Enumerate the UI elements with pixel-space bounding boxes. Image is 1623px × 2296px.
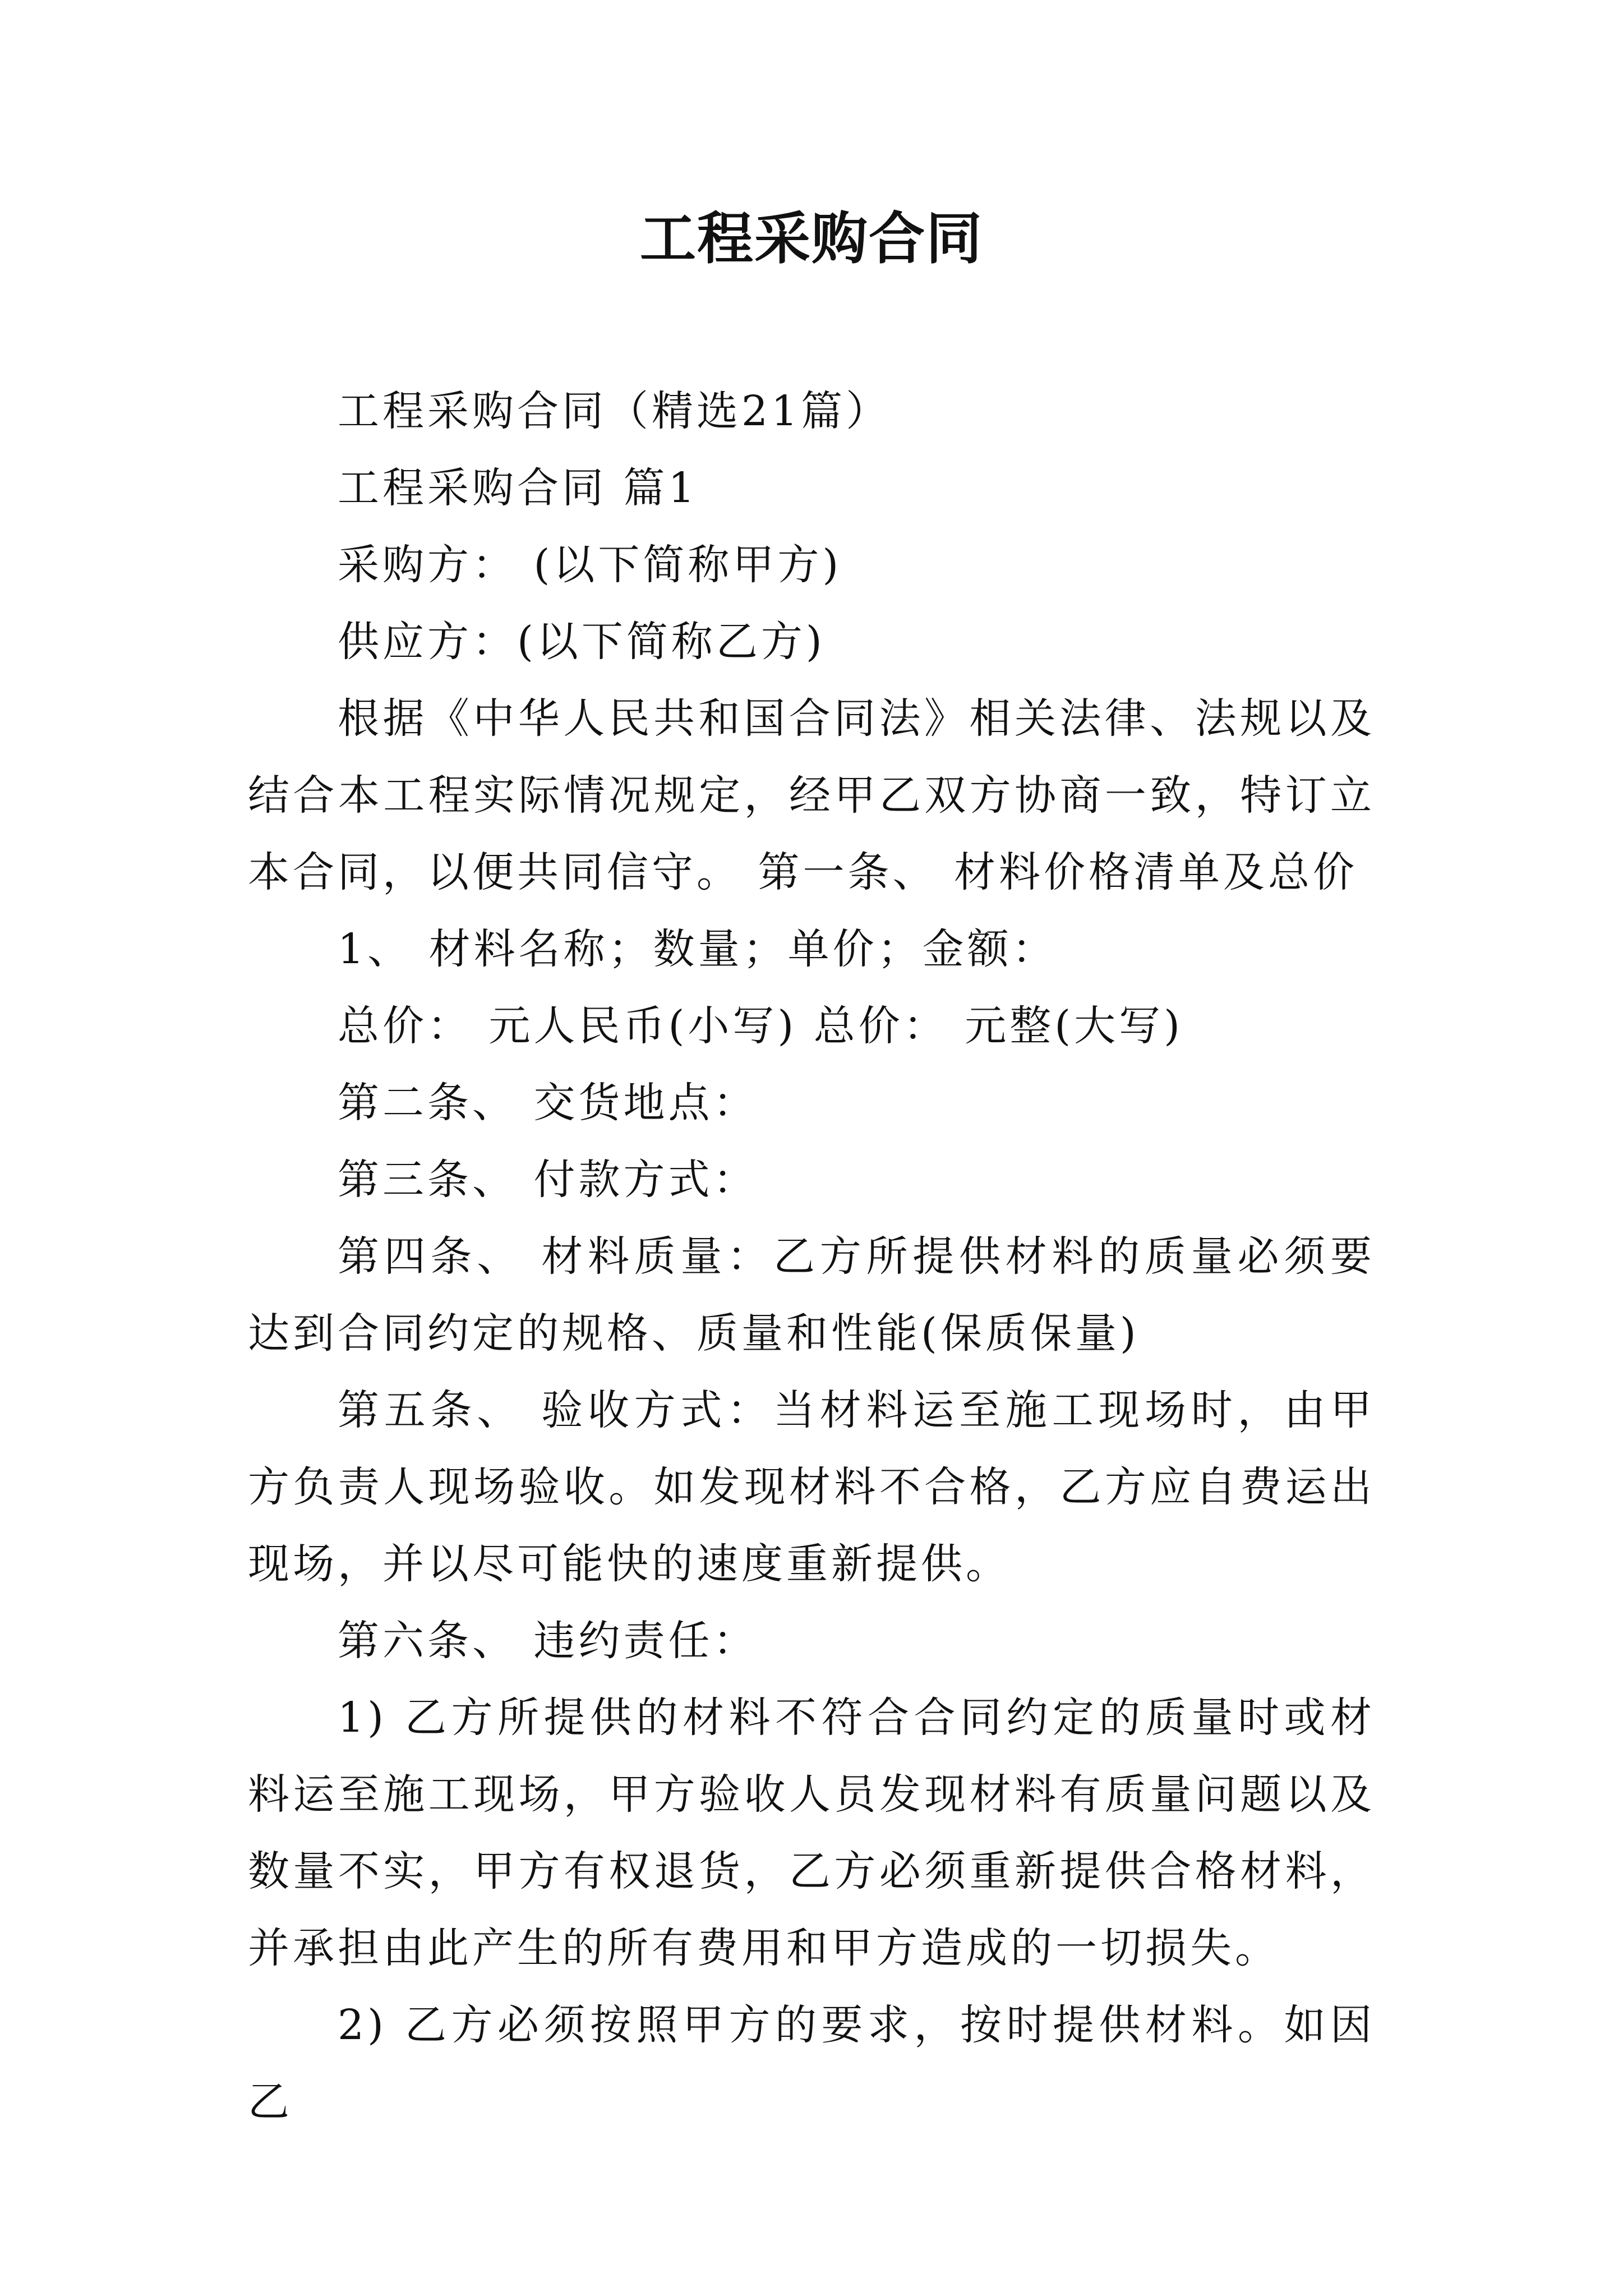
paragraph-article-2: 第二条、 交货地点： — [338, 1079, 758, 1127]
paragraph-liability-2: 2) 乙方必须按照甲方的要求，按时提供材料。如因乙 — [248, 2001, 1375, 2126]
document-body — [248, 373, 1375, 2141]
document-title: 工程采购合同 — [640, 205, 983, 272]
paragraph-purchaser: 采购方： (以下简称甲方) — [338, 541, 842, 589]
paragraph-subtitle: 工程采购合同（精选21篇） — [338, 387, 891, 435]
paragraph-total-price: 总价： 元人民币(小写) 总价： 元整(大写) — [338, 1002, 1184, 1050]
paragraph-supplier: 供应方：(以下简称乙方) — [338, 618, 826, 666]
paragraph-article-4: 第四条、 材料质量：乙方所提供材料的质量必须要达到合同约定的规格、质量和性能(保质保量) — [248, 1232, 1375, 1358]
paragraph-liability-1: 1) 乙方所提供的材料不符合合同约定的质量时或材料运至施工现场，甲方验收人员发现材料有质量问题以及数量不实，甲方有权退货，乙方必须重新提供合格材料，并承担由此产生的所有费用和甲方造成的一切损失。 — [248, 1694, 1375, 1972]
paragraph-article-6: 第六条、 违约责任： — [338, 1617, 758, 1665]
paragraph-article-5: 第五条、 验收方式：当材料运至施工现场时，由甲方负责人现场验收。如发现材料不合格，乙方应自费运出现场，并以尽可能快的速度重新提供。 — [248, 1386, 1375, 1588]
paragraph-article-3: 第三条、 付款方式： — [338, 1156, 758, 1204]
paragraph-material-list: 1、 材料名称；数量；单价；金额： — [338, 925, 1057, 973]
paragraph-preamble: 根据《中华人民共和国合同法》相关法律、法规以及结合本工程实际情况规定，经甲乙双方协商一致，特订立本合同，以便共同信守。 第一条、 材料价格清单及总价 — [248, 694, 1375, 896]
paragraph-section-heading: 工程采购合同 篇1 — [338, 464, 698, 512]
